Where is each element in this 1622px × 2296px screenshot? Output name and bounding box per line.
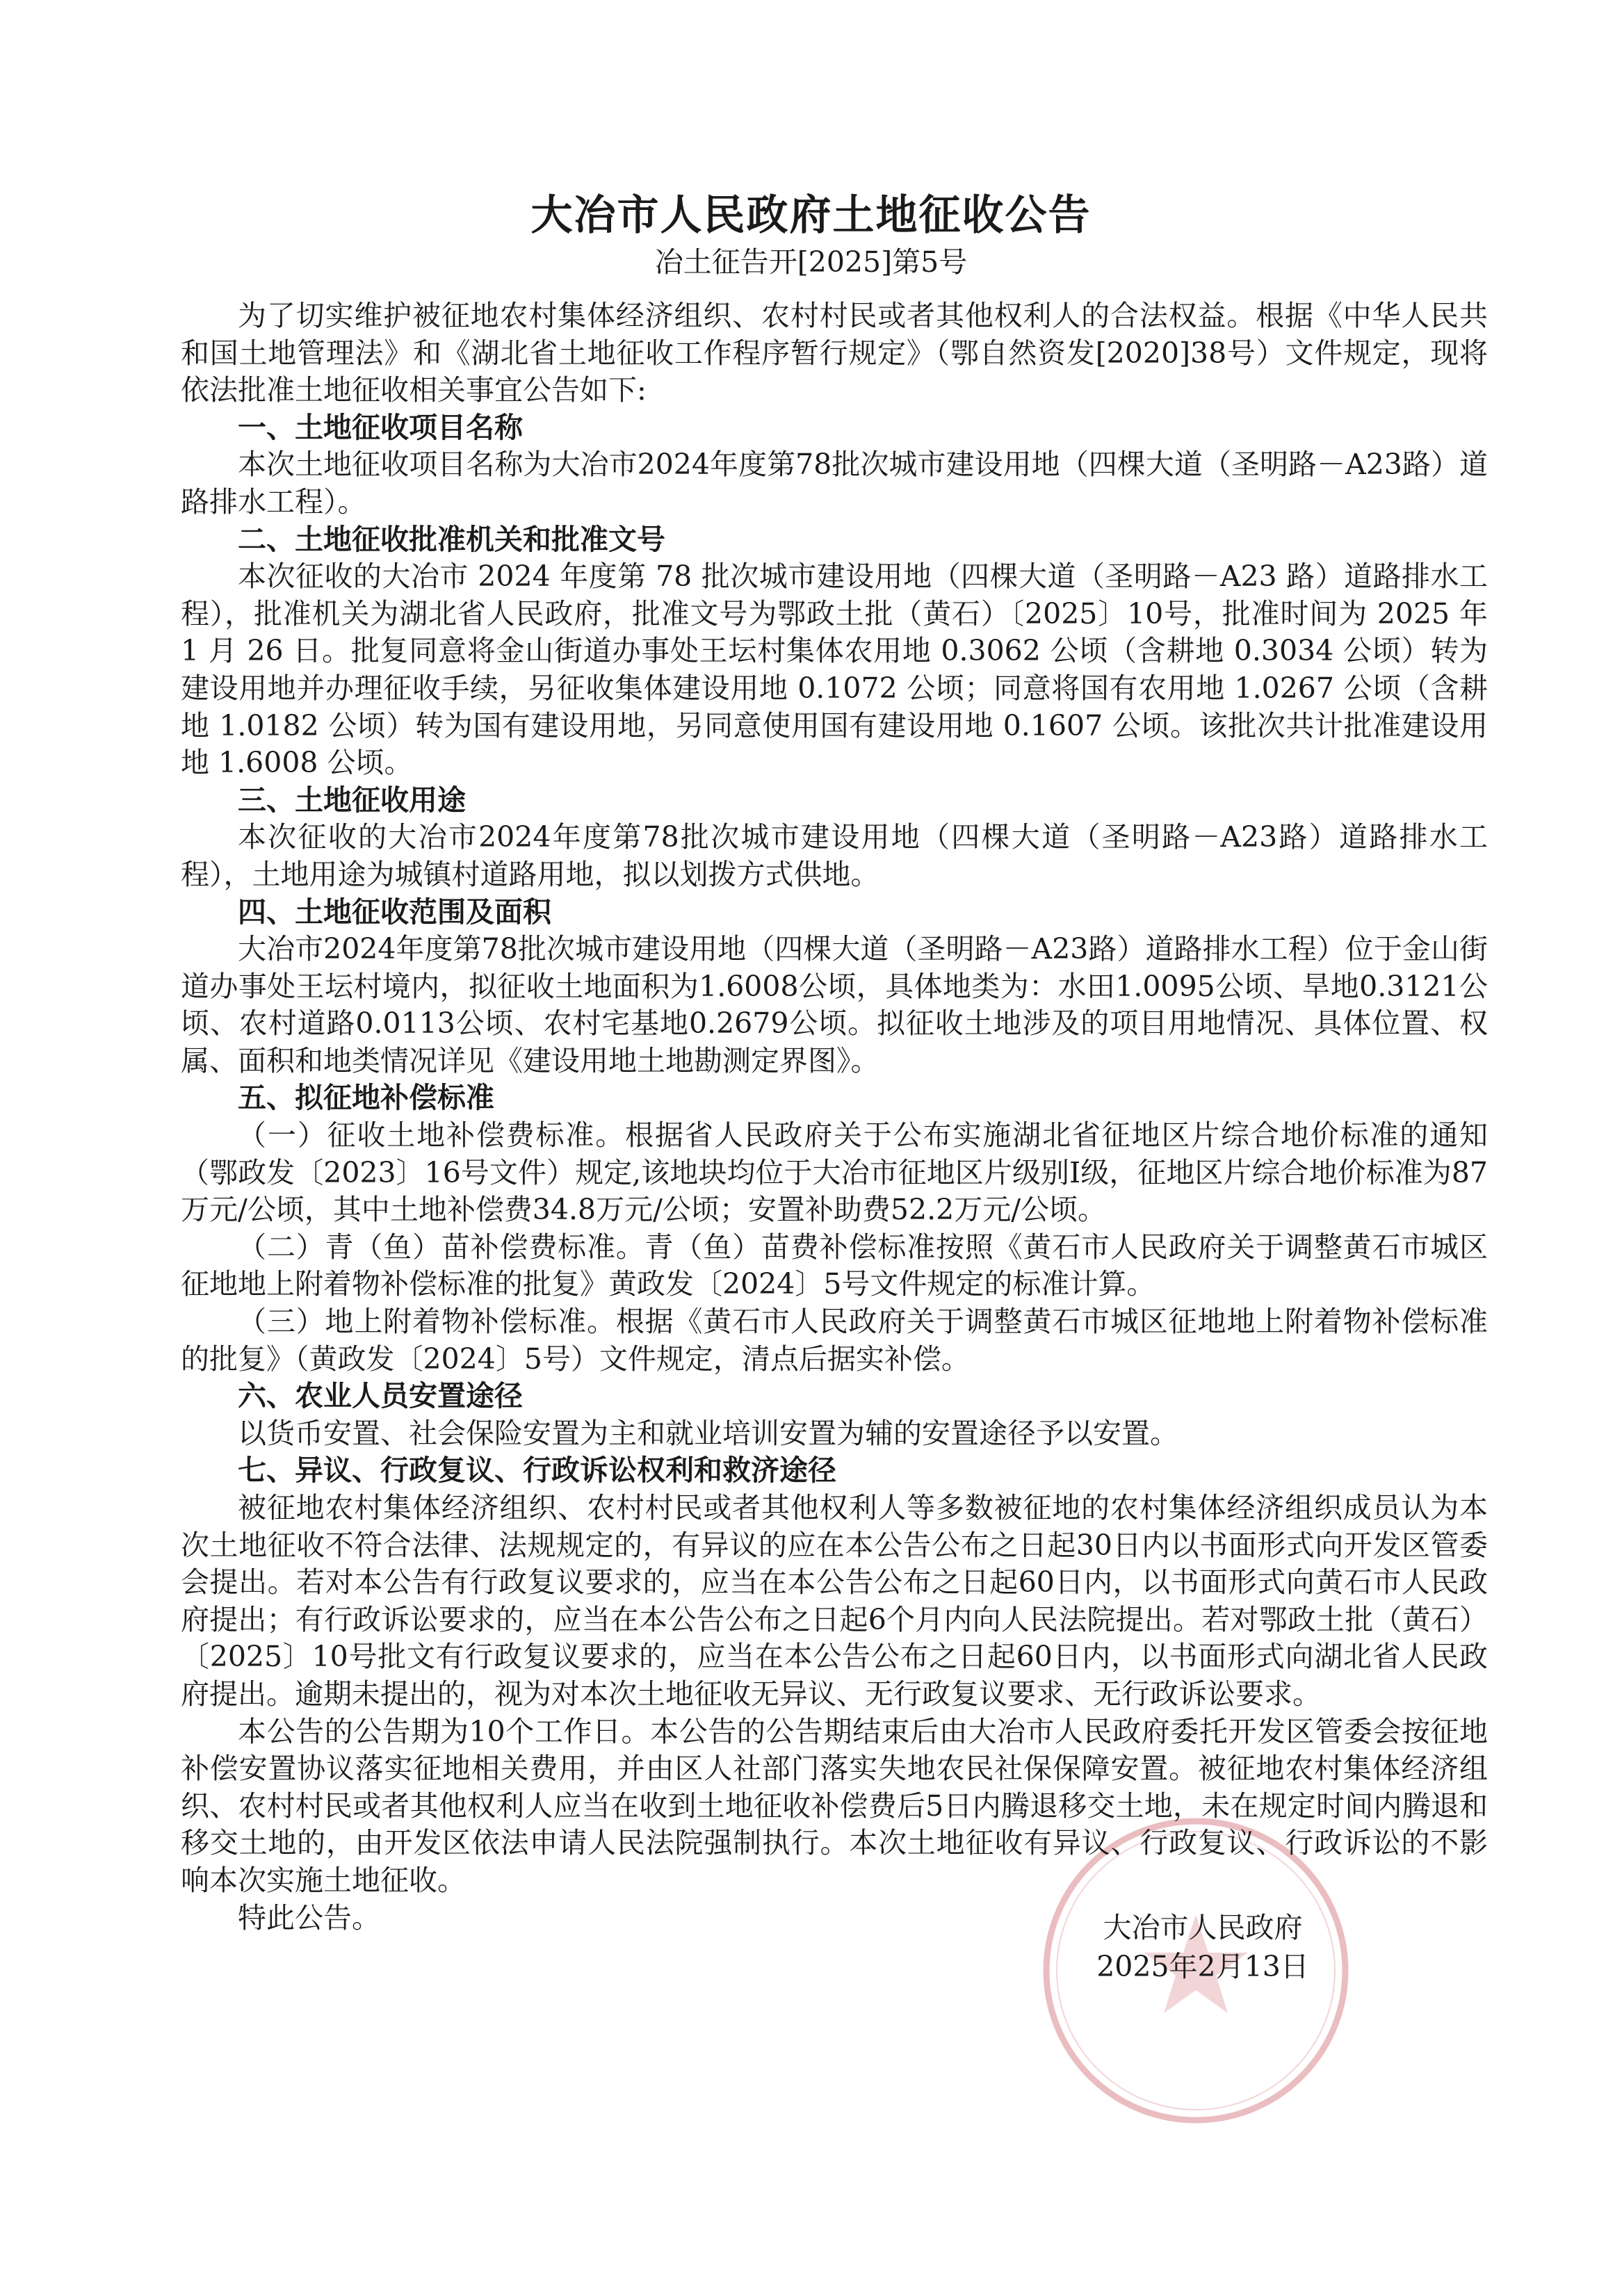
- section-heading: 四、土地征收范围及面积: [238, 895, 551, 929]
- document-body: [181, 298, 1488, 1937]
- signature-block: [1029, 1908, 1377, 1986]
- section-heading: 六、农业人员安置途径: [238, 1379, 523, 1413]
- section-paragraph: （一）征收土地补偿费标准。根据省人民政府关于公布实施湖北省征地区片综合地价标准的通知（鄂政发〔2023〕16号文件）规定,该地块均位于大冶市征地区片级别Ⅰ级，征地区片综合地价标准为87万元/公顷，其中土地补偿费34.8万元/公顷；安置补助费52.2万元/公顷。: [181, 1118, 1488, 1227]
- section-paragraph: 本次土地征收项目名称为大冶市2024年度第78批次城市建设用地（四棵大道（圣明路－A23路）道路排水工程）。: [181, 448, 1488, 519]
- section-paragraph: 大冶市2024年度第78批次城市建设用地（四棵大道（圣明路－A23路）道路排水工程）位于金山街道办事处王坛村境内，拟征收土地面积为1.6008公顷，具体地类为：水田1.0095公顷、旱地0.3121公顷、农村道路0.0113公顷、农村宅基地0.2679公顷。拟征收土地涉及的项目用地情况、具体位置、权属、面积和地类情况详见《建设用地土地勘测定界图》。: [181, 932, 1488, 1077]
- section-paragraph: 以货币安置、社会保险安置为主和就业培训安置为辅的安置途径予以安置。: [238, 1416, 1178, 1450]
- section-heading: 三、土地征收用途: [238, 783, 466, 817]
- section-heading: 五、拟征地补偿标准: [238, 1081, 494, 1115]
- section-paragraph: 本次征收的大冶市2024年度第78批次城市建设用地（四棵大道（圣明路－A23路）道路排水工程），土地用途为城镇村道路用地，拟以划拨方式供地。: [181, 820, 1488, 891]
- section-paragraph: 本次征收的大冶市 2024 年度第 78 批次城市建设用地（四棵大道（圣明路－A23 路）道路排水工程），批准机关为湖北省人民政府，批准文号为鄂政土批（黄石）〔2025〕10号，批准时间为 2025 年 1 月 26 日。批复同意将金山街道办事处王坛村集体农用地 0.3062 公顷（含耕地 0.3034 公顷）转为建设用地并办理征收手续，另征收集体建设用地 0.1072 公顷；同意将国有农用地 1.0267 公顷（含耕地 1.0182 公顷）转为国有建设用地，另同意使用国有建设用地 0.1607 公顷。该批次共计批准建设用地 1.6008 公顷。: [181, 560, 1488, 780]
- section-heading: 七、异议、行政复议、行政诉讼权利和救济途径: [238, 1454, 836, 1488]
- section-heading: 二、土地征收批准机关和批准文号: [238, 522, 665, 556]
- section-paragraph: （三）地上附着物补偿标准。根据《黄石市人民政府关于调整黄石市城区征地地上附着物补偿标准的批复》（黄政发〔2024〕5号）文件规定，清点后据实补偿。: [181, 1305, 1488, 1376]
- section-paragraph: 被征地农村集体经济组织、农村村民或者其他权利人等多数被征地的农村集体经济组织成员认为本次土地征收不符合法律、法规规定的，有异议的应在本公告公布之日起30日内以书面形式向开发区管委会提出。若对本公告有行政复议要求的，应当在本公告公布之日起60日内，以书面形式向黄石市人民政府提出；有行政诉讼要求的，应当在本公告公布之日起6个月内向人民法院提出。若对鄂政土批（黄石）〔2025〕10号批文有行政复议要求的，应当在本公告公布之日起60日内，以书面形式向湖北省人民政府提出。逾期未提出的，视为对本次土地征收无异议、无行政复议要求、无行政诉讼要求。: [181, 1491, 1488, 1711]
- section-paragraph: （二）青（鱼）苗补偿费标准。青（鱼）苗费补偿标准按照《黄石市人民政府关于调整黄石市城区征地地上附着物补偿标准的批复》黄政发〔2024〕5号文件规定的标准计算。: [181, 1230, 1488, 1301]
- document-title: 大冶市人民政府土地征收公告: [530, 191, 1092, 240]
- closing-line: 特此公告。: [238, 1900, 380, 1935]
- issue-date: 2025年2月13日: [1096, 1950, 1309, 1983]
- issuer-name: 大冶市人民政府: [1103, 1911, 1303, 1944]
- section-heading: 一、土地征收项目名称: [238, 410, 523, 444]
- document-number: 冶土征告开[2025]第5号: [654, 245, 968, 279]
- section-paragraph: 本公告的公告期为10个工作日。本公告的公告期结束后由大冶市人民政府委托开发区管委会按征地补偿安置协议落实征地相关费用，并由区人社部门落实失地农民社保保障安置。被征地农村集体经济组织、农村村民或者其他权利人应当在收到土地征收补偿费后5日内腾退移交土地，未在规定时间内腾退和移交土地的，由开发区依法申请人民法院强制执行。本次土地征收有异议、行政复议、行政诉讼的不影响本次实施土地征收。: [181, 1714, 1488, 1897]
- intro-paragraph: 为了切实维护被征地农村集体经济组织、农村村民或者其他权利人的合法权益。根据《中华人民共和国土地管理法》和《湖北省土地征收工作程序暂行规定》（鄂自然资发[2020]38号）文件规定，现将依法批准土地征收相关事宜公告如下:: [181, 299, 1488, 407]
